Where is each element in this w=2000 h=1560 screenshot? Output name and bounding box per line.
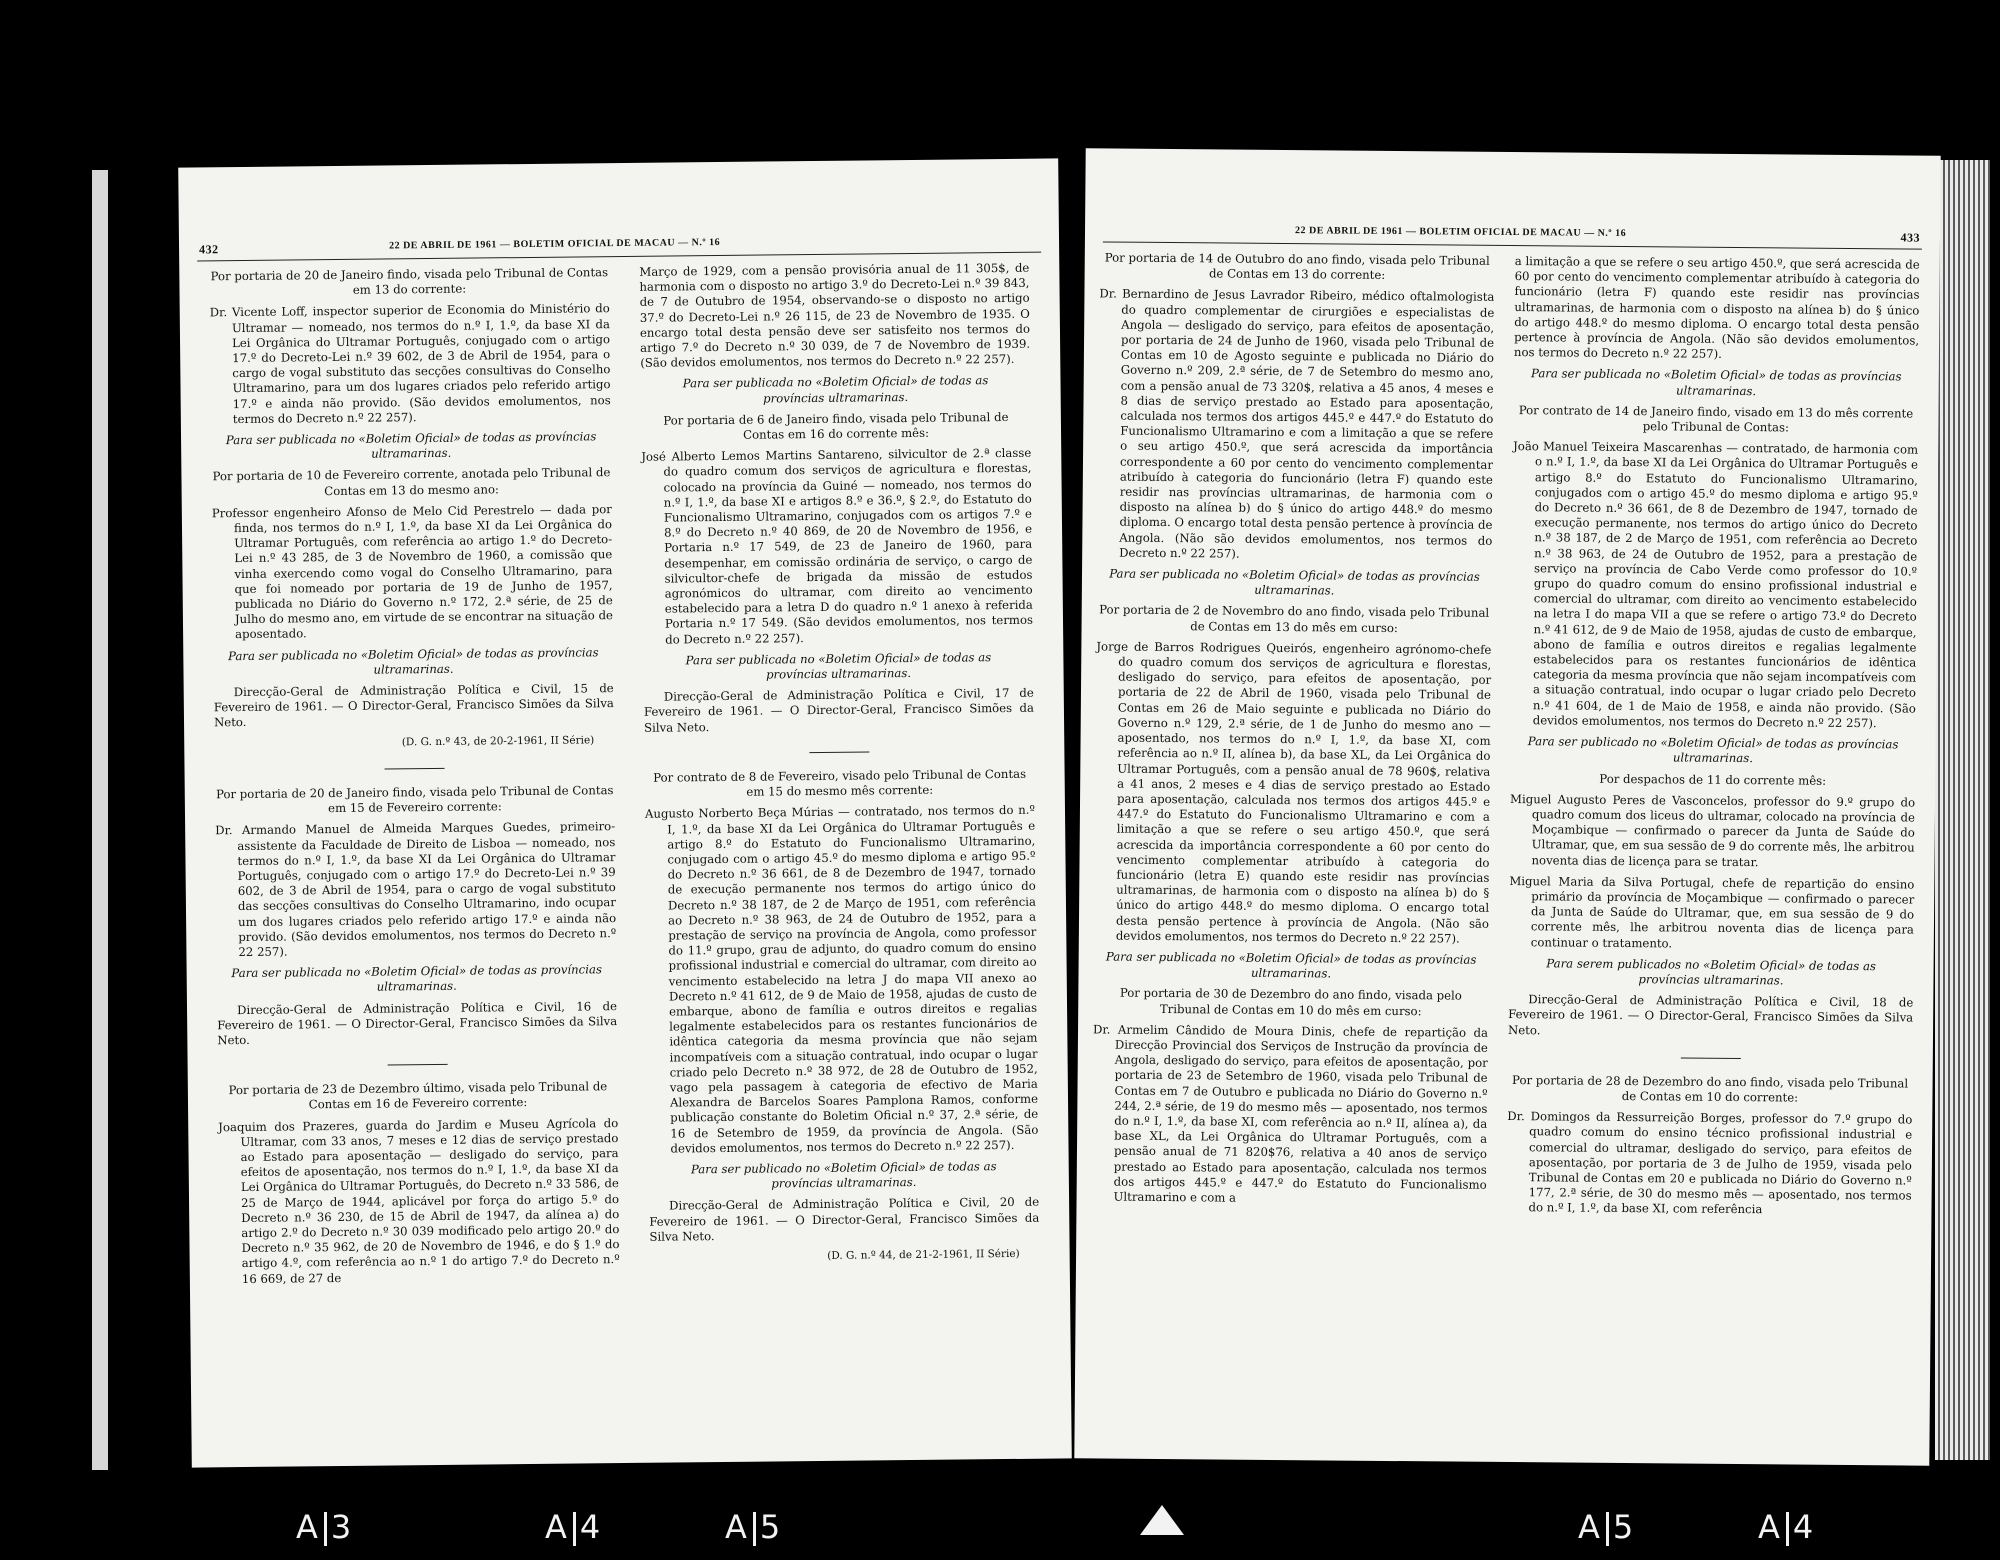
act-heading: Por despachos de 11 do corrente mês: (1599, 771, 1827, 788)
separator-rule (809, 751, 869, 753)
act-heading: Por portaria de 10 de Fevereiro corrente, anotada pelo Tribunal de Contas em 13 do mesmo ano: (212, 465, 611, 498)
act-heading: Por portaria de 6 de Janeiro findo, visada pelo Tribunal de Contas em 16 do corrente mês: (663, 409, 1009, 442)
publication-note: Para ser publicada no «Boletim Oficial» de todas as províncias ultramarinas. (682, 373, 989, 406)
act-paragraph: Dr. Armelim Cândido de Moura Dinis, chefe de repartição da Direcção Provincial dos Serviços de Instrução da província de Angola, desligado do serviço, para efeitos de aposentação, por portaria de 23 de Setembro de 1960, visada pelo Tribunal de Contas em 7 de Outubro e publicada no Diário do Governo n.º 244, 2.ª série, de 19 do mesmo mês — aposentado, nos termos do n.º I, 1.º, da base XI, com referência ao n.º II, alínea a), da base XL, da Lei Orgânica do Ultramar Português, com a pensão anual de 71 820$76, relativa a 40 anos de serviço prestado ao Estado para aposentação, calculada nos termos dos artigos 445.º e 447.º do Estatuto do Funcionalismo Ultramarino e com a (1092, 1022, 1489, 1205)
film-notch (1140, 1505, 1184, 1535)
signature-line: Direcção-Geral de Administração Política e Civil, 20 de Fevereiro de 1961. — O Director-Geral, Francisco Simões da Silva Neto. (649, 1195, 1040, 1244)
gazette-reference: (D. G. n.º 43, de 20-2-1961, II Série) (401, 734, 595, 749)
act-paragraph: Março de 1929, com a pensão provisória anual de 11 305$, de harmonia com o disposto no artigo 3.º do Decreto-Lei n.º 39 843, de 7 de Outubro de 1954, observando-se o disposto no artigo 37.º do Decreto-Lei n.º 26 115, de 23 de Novembro de 1935. O encargo total desta pensão deve ser satisfeito nos termos do artigo 7.º do Decreto n.º 30 039, de 7 de Novembro de 1939. (São devidos emolumentos, nos termos do Decreto n.º 22 257). (639, 260, 1031, 371)
book-edge-left (92, 170, 108, 1470)
signature-line: Direcção-Geral de Administração Política e Civil, 18 de Fevereiro de 1961. — O Director-Geral, Francisco Simões da Silva Neto. (1507, 992, 1914, 1037)
gazette-reference: (D. G. n.º 44, de 21-2-1961, II Série) (827, 1247, 1020, 1262)
publication-note: Para ser publicada no «Boletim Oficial» de todas as províncias ultramarinas. (1530, 366, 1902, 398)
header-rule (197, 252, 1041, 262)
left-column-1 (209, 265, 620, 1293)
publication-note: Para ser publicada no «Boletim Oficial» de todas as províncias ultramarinas. (685, 650, 992, 682)
film-mark: A 4 (545, 1508, 603, 1546)
act-heading: Por contrato de 8 de Fevereiro, visado pelo Tribunal de Contas em 15 do mesmo mês corrente: (653, 766, 1027, 799)
signature-line: Direcção-Geral de Administração Política e Civil, 16 de Fevereiro de 1961. — O Director-Geral, Francisco Simões da Silva Neto. (217, 998, 618, 1048)
publication-note: Para ser publicado no «Boletim Oficial» de todas as províncias ultramarinas. (690, 1159, 997, 1191)
separator-rule (1680, 1057, 1740, 1059)
act-paragraph: a limitação a que se refere o seu artigo 450.º, que será acrescida de 60 por cento do vencimento complementar atribuído à categoria do funcionário (letra F) quando este residir nas províncias ultramarinas, de harmonia com o disposto na alínea b) do § único do artigo 448.º do mesmo diploma. O encargo total desta pensão pertence à província de Angola. (Não são devidos emolumentos, nos termos do Decreto n.º 22 257). (1513, 254, 1920, 362)
page-number: 433 (1900, 230, 1921, 245)
act-paragraph: José Alberto Lemos Martins Santareno, silvicultor de 2.ª classe do quadro comum dos serviços de agricultura e florestas, colocado na província da Guiné — nomeado, nos termos do n.º I, 1.º, da base XI e artigos 8.º e 36.º, § 2.º, do Estatuto do Funcionalismo Ultramarino, conjugados com os artigos 7.º e 8.º do Decreto n.º 40 869, de 20 de Novembro de 1956, e Portaria n.º 17 549, de 23 de Janeiro de 1960, para desempenhar, em comissão ordinária de serviço, o cargo de silvicultor-chefe de brigada da missão de estudos agronómicos do ultramar, com direito ao vencimento estabelecido para a letra D do quadro n.º 1 anexo à referida Portaria n.º 17 549. (São devidos emolumentos, nos termos do Decreto n.º 22 257). (641, 445, 1034, 647)
film-mark: A 4 (1758, 1508, 1816, 1546)
publication-note: Para ser publicada no «Boletim Oficial» de todas as províncias ultramarinas. (1105, 949, 1477, 981)
left-column-2 (639, 261, 1040, 1272)
left-page (178, 158, 1072, 1467)
right-column-2 (1506, 254, 1919, 1225)
publication-note: Para ser publicado no «Boletim Oficial» de todas as províncias ultramarinas. (1527, 734, 1899, 766)
act-heading: Por portaria de 23 de Dezembro último, visada pelo Tribunal de Contas em 16 de Fevereiro corrente: (228, 1079, 608, 1112)
act-paragraph: Augusto Norberto Beça Múrias — contratado, nos termos do n.º I, 1.º, da base XI da Lei Orgânica do Ultramar Português e artigo 8.º do Estatuto do Funcionalismo Ultramarino, conjugado com o artigo 45.º do mesmo diploma e artigo 95.º do Decreto n.º 36 661, de 8 de Dezembro de 1947, tornado de execução permanente nos termos do artigo único do Decreto n.º 38 187, de 2 de Março de 1951, com referência ao Decreto n.º 38 963, de 24 de Outubro de 1952, para a prestação de serviço na província de Angola, como professor do 11.º grupo, grau de adjunto, do quadro comum do ensino profissional industrial e comercial do ultramar, com direito ao vencimento estabelecido na letra J do mapa VII anexo ao Decreto n.º 41 612, de 9 de Maio de 1958, ajudas de custo de embarque, abono de família e outros direitos e regalias legalmente estabelecidos para os restantes funcionários de idêntica categoria da mesma província que não sejam incompatíveis com a situação contratual, indo ocupar o lugar criado pelo Decreto n.º 38 972, de 28 de Outubro de 1952, vago pela passagem à categoria de efectivo de Maria Alexandra de Barcelos Soares Pamplona Ramos, conforme publicação constante do Boletim Oficial n.º 37, 2.ª série, de 16 de Setembro de 1959, da província de Angola. (São devidos emolumentos, nos termos do Decreto n.º 22 257). (644, 803, 1039, 1156)
separator-rule (385, 768, 445, 770)
right-column-1 (1091, 250, 1494, 1214)
film-mark: A 5 (725, 1508, 783, 1546)
act-heading: Por portaria de 14 de Outubro do ano findo, visada pelo Tribunal de Contas em 13 do corrente: (1104, 250, 1490, 283)
act-heading: Por portaria de 30 de Dezembro do ano findo, visada pelo Tribunal de Contas em 10 do mês em curso: (1119, 985, 1462, 1018)
publication-note: Para ser publicada no «Boletim Oficial» de todas as províncias ultramarinas. (1109, 566, 1480, 598)
running-head-right (1085, 223, 1940, 254)
act-paragraph: Dr. Vicente Loff, inspector superior de Economia do Ministério do Ultramar — nomeado, nos termos do n.º I, 1.º, da base XI da Lei Orgânica do Ultramar Português, conjugado com o artigo 17.º do Decreto-Lei n.º 39 602, de 3 de Abril de 1954, para o cargo de vogal substituto das secções consultivas do Conselho Ultramarino, para um dos lugares criados pelo referido artigo 17.º e ainda não provido. (São devidos emolumentos, nos termos do Decreto n.º 22 257). (209, 301, 611, 426)
separator-rule (388, 1064, 448, 1066)
header-rule (1103, 241, 1922, 249)
act-heading: Por contrato de 14 de Janeiro findo, visado em 13 do mês corrente pelo Tribunal de Contas: (1518, 402, 1914, 435)
act-paragraph: Miguel Maria da Silva Portugal, chefe de repartição do ensino primário da província de Moçambique — confirmado o parecer da Junta de Saúde do Ultramar, que, em sua sessão de 9 do corrente mês, lhe arbitrou noventa dias de licença para continuar o tratamento. (1509, 873, 1915, 950)
act-paragraph: Joaquim dos Prazeres, guarda do Jardim e Museu Agrícola do Ultramar, com 33 anos, 7 meses e 12 dias de serviço prestado ao Estado para aposentação — desligado do serviço, para efeitos de aposentação, nos termos do n.º I, 1.º, da base XI da Lei Orgânica do Ultramar Português, do Decreto n.º 33 586, de 25 de Março de 1944, aplicável por força do artigo 5.º do Decreto n.º 36 230, de 15 de Abril de 1947, da alínea a) do artigo 2.º do Decreto n.º 30 039 modificado pelo artigo 20.º do Decreto n.º 35 962, de 20 de Novembro de 1946, e do § 1.º do artigo 4.º, com referência ao n.º 1 do artigo 7.º do Decreto n.º 16 669, de 27 de (218, 1115, 620, 1286)
right-page (1074, 148, 1940, 1465)
film-mark: A 5 (1578, 1508, 1636, 1546)
publication-note: Para serem publicados no «Boletim Oficial» de todas as províncias ultramarinas. (1546, 956, 1877, 988)
publication-note: Para ser publicada no «Boletim Oficial» de todas as províncias ultramarinas. (231, 962, 602, 994)
act-paragraph: Professor engenheiro Afonso de Melo Cid Perestrelo — dada por finda, nos termos do n.º I, 1.º, da base XI da Lei Orgânica do Ultramar Português, com referência ao artigo 1.º do Decreto-Lei n.º 43 285, de 3 de Novembro de 1960, a comissão que vinha exercendo como vogal do Conselho Ultramarino, para que foi nomeado por portaria de 19 de Junho de 1957, publicada no Diário do Governo n.º 172, 2.ª série, de 25 de Julho do mesmo ano, em virtude de se encontrar na situação de aposentado. (211, 501, 614, 642)
film-mark: A 3 (296, 1508, 354, 1546)
act-paragraph: Jorge de Barros Rodrigues Queirós, engenheiro agrónomo-chefe do quadro comum dos serviços de agricultura e florestas, desligado do serviço, para efeitos de aposentação, por portaria de 22 de Abril de 1960, visada pelo Tribunal de Contas em 26 de Maio seguinte e publicada no Diário do Governo n.º 129, 2.ª série, de 1 de Junho do mesmo ano — aposentado, nos termos do n.º I, 1.º, da base XI, com referência ao n.º II, alínea b), da base XL, da Lei Orgânica do Ultramar Português, com a pensão anual de 78 960$, relativa a 41 anos, 2 meses e 4 dias de serviço prestado ao Estado para aposentação, calculada nos termos dos artigos 445.º e 447.º do Estatuto do Funcionalismo Ultramarino e com a limitação a que se refere o seu artigo 450.º, que será acrescida da importância correspondente a 60 por cento do vencimento complementar atribuído à categoria do funcionário (letra E) quando este residir nas províncias ultramarinas, de harmonia com o disposto na alínea b) do § único do artigo 448.º do mesmo diploma. O encargo total desta pensão pertence à província de Angola. (Não são devidos emolumentos, nos termos do Decreto n.º 22 257). (1096, 639, 1492, 946)
signature-line: Direcção-Geral de Administração Política e Civil, 17 de Fevereiro de 1961. — O Director-Geral, Francisco Simões da Silva Neto. (643, 685, 1034, 735)
act-heading: Por portaria de 2 de Novembro do ano findo, visada pelo Tribunal de Contas em 13 do mês em curso: (1099, 602, 1490, 635)
act-paragraph: Dr. Domingos da Ressurreição Borges, professor do 7.º grupo do quadro comum do ensino técnico profissional industrial e comercial do ultramar, desligado do serviço, para efeitos de aposentação, por portaria de 3 de Julho de 1959, visada pelo Tribunal de Contas em 20 e publicada no Diário do Governo n.º 177, 2.ª série, de 30 do mesmo mês — aposentado, nos termos do n.º I, 1.º, da base XI, com referência (1507, 1109, 1913, 1217)
running-title: 22 DE ABRIL DE 1961 — BOLETIM OFICIAL DE MACAU — N.º 16 (1294, 225, 1627, 240)
act-paragraph: Miguel Augusto Peres de Vasconcelos, professor do 9.º grupo do quadro comum dos liceus do ultramar, colocado na província de Moçambique — confirmado o parecer da Junta de Saúde do Ultramar, que, em sua sessão de 9 do corrente mês, lhe arbitrou noventa dias de licença para se tratar. (1510, 791, 1916, 869)
page-number: 432 (199, 242, 219, 257)
act-heading: Por portaria de 20 de Janeiro findo, visada pelo Tribunal de Contas em 13 do corrente: (210, 265, 609, 298)
act-heading: Por portaria de 20 de Janeiro findo, visada pelo Tribunal de Contas em 15 de Fevereiro corrente: (215, 783, 614, 816)
act-paragraph: Dr. Armando Manuel de Almeida Marques Guedes, primeiro-assistente da Faculdade de Direito de Lisboa — nomeado, nos termos do n.º I, 1.º, da base XI da Lei Orgânica do Ultramar Português, conjugado com o artigo 17.º do Decreto-Lei n.º 39 602, de 3 de Abril de 1954, para o cargo de vogal substituto das secções consultivas do Conselho Ultramarino, indo ocupar um dos lugares criados pelo referido artigo 17.º e ainda não provido. (São devidos emolumentos, nos termos do Decreto n.º 22 257). (215, 819, 617, 959)
signature-line: Direcção-Geral de Administração Política e Civil, 15 de Fevereiro de 1961. — O Director-Geral, Francisco Simões da Silva Neto. (213, 681, 614, 730)
book-edge-right (1935, 160, 1990, 1460)
act-paragraph: Dr. Bernardino de Jesus Lavrador Ribeiro, médico oftalmologista do quadro complementar de cirurgiões e especialistas de Angola — desligado do serviço, para efeitos de aposentação, por portaria de 24 de Junho de 1960, visada pelo Tribunal de Contas em 10 de Agosto seguinte e publicada no Diário do Governo n.º 209, 2.ª série, de 7 de Setembro do mesmo ano, com a pensão anual de 73 320$, relativa a 45 anos, 4 meses e 8 dias de serviço prestado ao Estado para aposentação, calculada nos termos dos artigos 445.º e 447.º do Estatuto do Funcionalismo Ultramarino e com a limitação a que se refere o seu artigo 450.º, que será acrescida da importância correspondente a 60 por cento do vencimento complementar atribuído à categoria do funcionário (letra F) quando este residir nas províncias ultramarinas, de harmonia com o disposto na alínea b) do § único do artigo 448.º do mesmo diploma. O encargo total desta pensão pertence à província de Angola. (Não são devidos emolumentos, nos termos do Decreto n.º 22 257). (1099, 286, 1495, 561)
publication-note: Para ser publicada no «Boletim Oficial» de todas as províncias ultramarinas. (227, 644, 599, 677)
publication-note: Para ser publicada no «Boletim Oficial» de todas as províncias ultramarinas. (225, 429, 597, 461)
running-title: 22 DE ABRIL DE 1961 — BOLETIM OFICIAL DE MACAU — N.º 16 (388, 236, 721, 252)
act-paragraph: João Manuel Teixeira Mascarenhas — contratado, de harmonia com o n.º I, 1.º, da base XI da Lei Orgânica do Ultramar Português e artigo 8.º do Estatuto do Funcionalismo Ultramarino, conjugados com o artigo 45.º do mesmo diploma e artigo 95.º do Decreto n.º 36 661, de 8 de Dezembro de 1947, tornado de execução permanente, nos termos do artigo único do Decreto n.º 38 187, de 2 de Março de 1951, com referência ao Decreto n.º 38 963, de 24 de Outubro de 1952, para a prestação de serviço na província de Cabo Verde como professor do 10.º grupo do quadro comum do ensino profissional industrial e comercial do ultramar, com direito ao vencimento estabelecido na letra I do mapa VII a que se refere o artigo 73.º do Decreto n.º 41 612, de 9 de Maio de 1958, ajudas de custo de embarque, abono de família e outros direitos e regalias legalmente estabelecidos para os restantes funcionários de idêntica categoria da mesma província que não sejam incompatíveis com a situação contratual, indo ocupar o lugar criado pelo Decreto n.º 41 604, de 1 de Maio de 1958, e ainda não provido. (São devidos emolumentos, nos termos do Decreto n.º 22 257). (1513, 439, 1919, 731)
act-heading: Por portaria de 28 de Dezembro do ano findo, visada pelo Tribunal de Contas em 10 do corrente: (1512, 1072, 1909, 1105)
